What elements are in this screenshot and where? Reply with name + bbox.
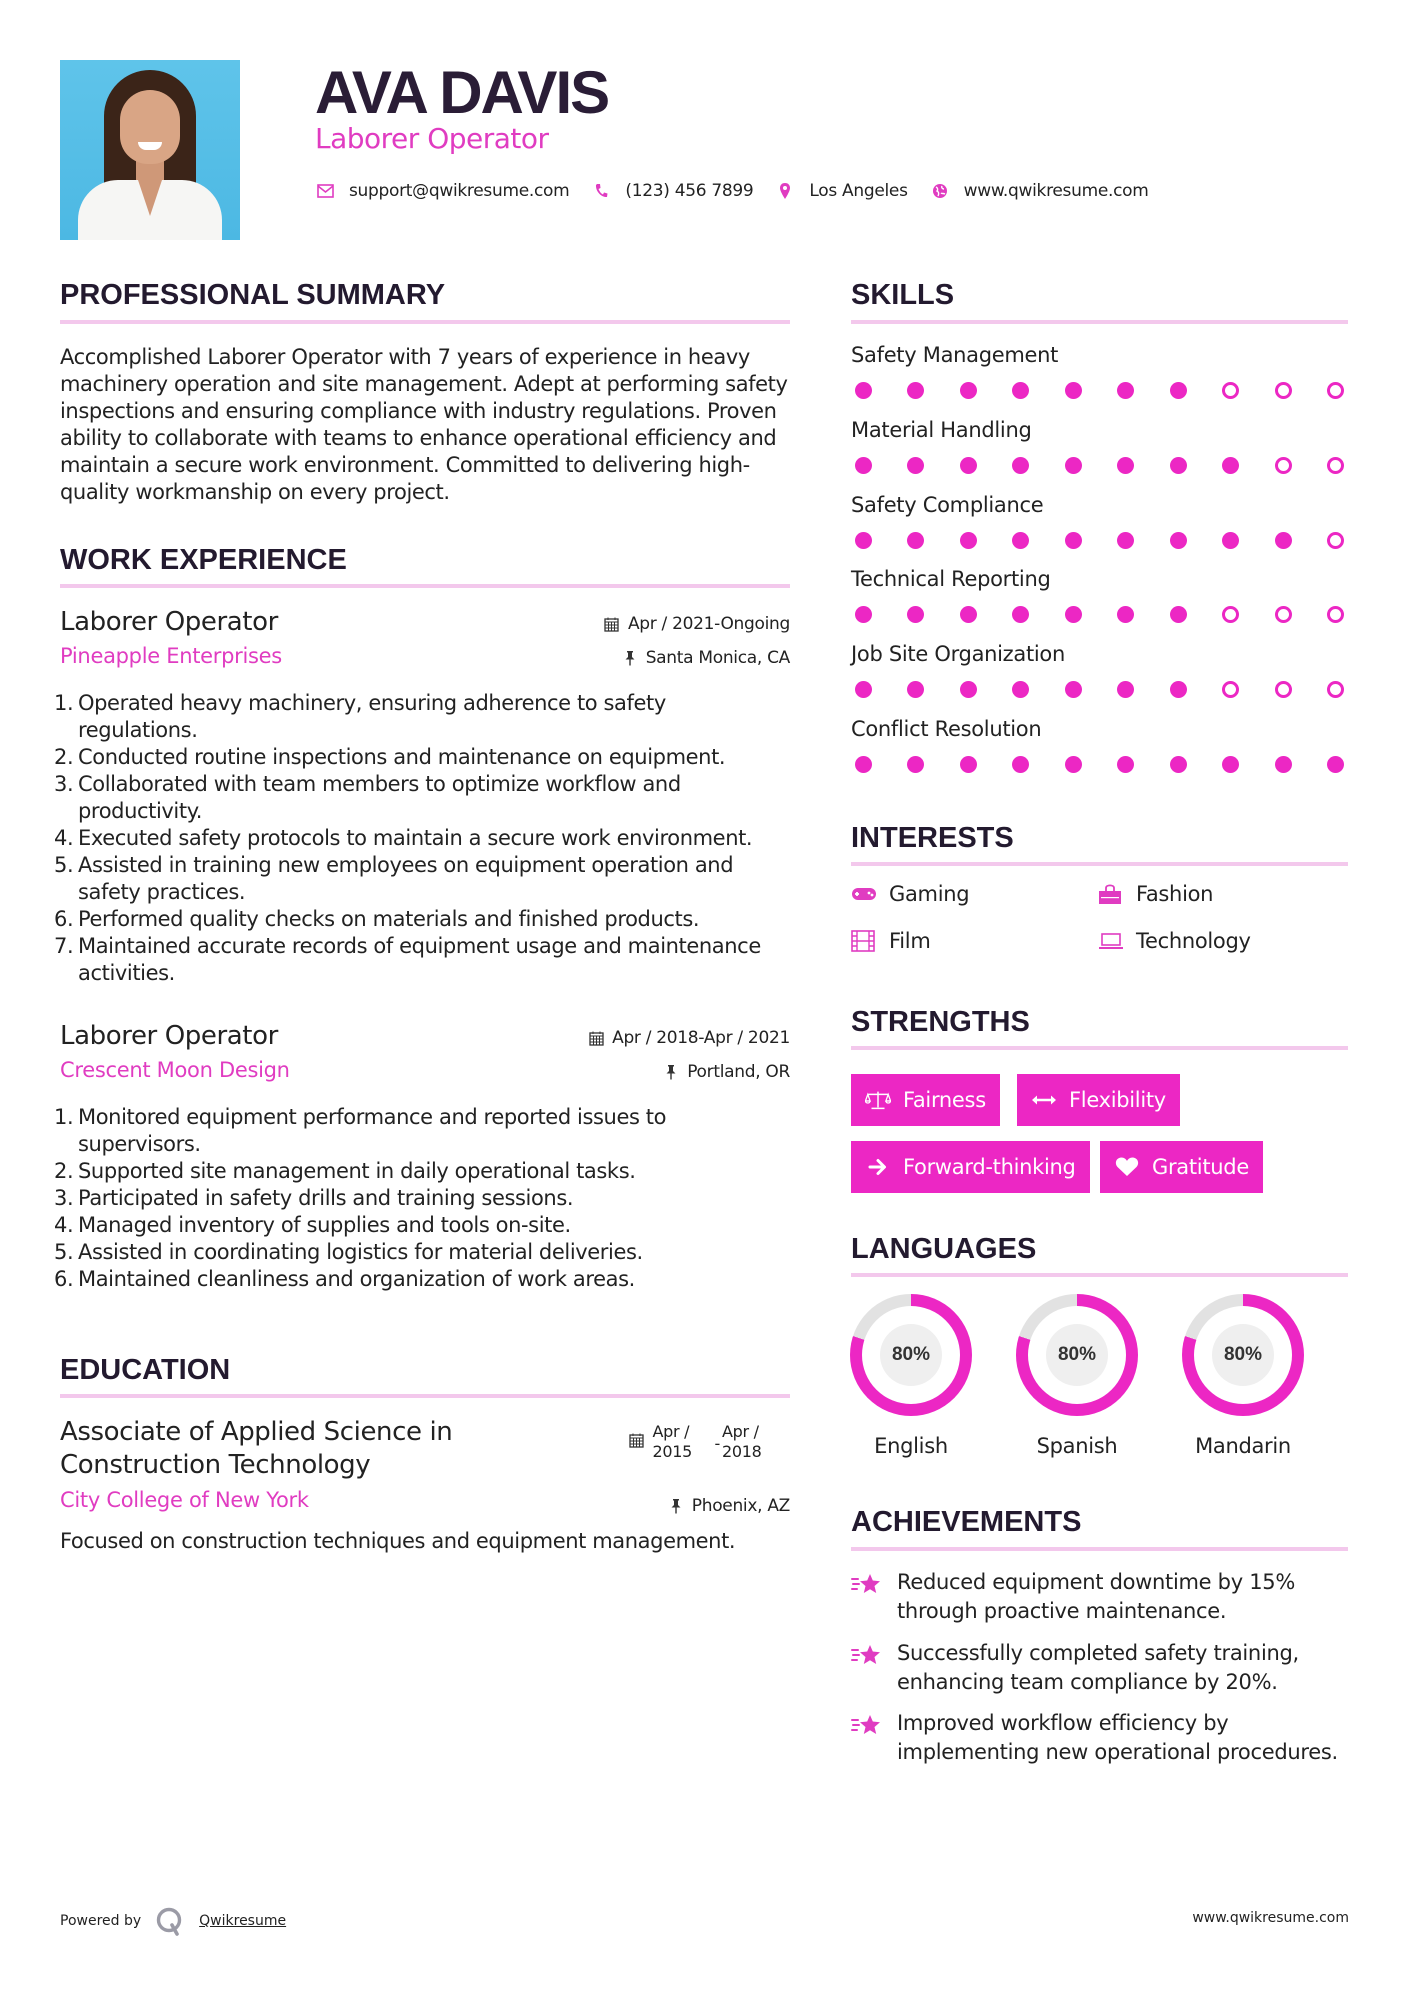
rating-dot-filled xyxy=(1275,756,1292,773)
achievement-item xyxy=(851,1568,1348,1626)
bullet-item: 5. Assisted in coordinating logistics for material deliveries. xyxy=(54,1240,643,1264)
shooting-star-icon xyxy=(851,1641,883,1671)
rating-dot-filled xyxy=(1117,681,1134,698)
interest-label: Fashion xyxy=(1136,882,1214,906)
rating-dot-filled xyxy=(1065,382,1082,399)
bullet-item: 6. Maintained cleanliness and organization of work areas. xyxy=(54,1267,635,1291)
calendar-icon xyxy=(629,1432,645,1448)
strength-badge-flexibility xyxy=(1017,1074,1180,1126)
rating-dot-filled xyxy=(1275,532,1292,549)
pushpin-icon xyxy=(622,650,638,666)
skill-row xyxy=(851,342,1348,399)
job-bullets xyxy=(54,690,790,987)
strengths-heading: STRENGTHS xyxy=(851,1006,1030,1038)
job-dates xyxy=(604,614,790,634)
rating-dot-filled xyxy=(855,382,872,399)
rating-dot-filled xyxy=(855,756,872,773)
candidate-title: Laborer Operator xyxy=(315,122,549,155)
language-name: Spanish xyxy=(1036,1434,1118,1458)
summary-heading: PROFESSIONAL SUMMARY xyxy=(60,279,446,311)
education-location xyxy=(668,1496,790,1516)
interest-film xyxy=(851,929,930,953)
education-start: Apr / 2015 xyxy=(652,1422,693,1461)
skill-name: Material Handling xyxy=(851,418,1032,442)
rating-dot-filled xyxy=(907,606,924,623)
contact-row xyxy=(315,178,1171,204)
bullet-item: 1. Operated heavy machinery, ensuring adherence to safety regulations. xyxy=(54,691,666,742)
film-icon xyxy=(851,930,877,952)
rating-dot-filled xyxy=(1117,756,1134,773)
skill-name: Job Site Organization xyxy=(851,642,1065,666)
education-description: Focused on construction techniques and equipment management. xyxy=(60,1529,736,1553)
rating-dot-filled xyxy=(1065,457,1082,474)
rating-dot-filled xyxy=(960,681,977,698)
rating-dot-filled xyxy=(1012,681,1029,698)
skill-row xyxy=(851,417,1348,474)
candidate-name: AVA DAVIS xyxy=(315,59,609,126)
interests-heading: INTERESTS xyxy=(851,822,1014,854)
skills-divider xyxy=(851,320,1348,324)
skill-row xyxy=(851,566,1348,623)
achievement-item xyxy=(851,1709,1348,1767)
profile-photo xyxy=(60,60,240,240)
interest-fashion xyxy=(1098,882,1213,906)
rating-dot-filled xyxy=(1117,457,1134,474)
summary-divider xyxy=(60,320,790,324)
globe-icon xyxy=(930,181,950,201)
bullet-item: 3. Participated in safety drills and training sessions. xyxy=(54,1186,574,1210)
job-bullets xyxy=(54,1104,790,1293)
experience-heading: WORK EXPERIENCE xyxy=(60,544,347,576)
balance-scale-icon xyxy=(865,1089,891,1111)
laptop-icon xyxy=(1098,930,1124,952)
rating-dot-filled xyxy=(1222,457,1239,474)
achievement-text: Reduced equipment downtime by 15% through proactive maintenance. xyxy=(897,1570,1295,1623)
rating-dot-filled xyxy=(1065,606,1082,623)
strength-label: Forward-thinking xyxy=(903,1155,1076,1179)
skill-row xyxy=(851,492,1348,549)
bullet-item: 3. Collaborated with team members to optimize workflow and productivity. xyxy=(54,772,681,823)
rating-dot-filled xyxy=(1117,532,1134,549)
rating-dot-filled xyxy=(907,457,924,474)
rating-dot-filled xyxy=(1170,382,1187,399)
job-company: Crescent Moon Design xyxy=(60,1058,290,1082)
achievement-item xyxy=(851,1639,1348,1697)
bullet-item: 2. Supported site management in daily operational tasks. xyxy=(54,1159,636,1183)
rating-dot-filled xyxy=(960,756,977,773)
rating-dot-filled xyxy=(855,606,872,623)
education-heading: EDUCATION xyxy=(60,1354,231,1386)
calendar-icon xyxy=(588,1030,604,1046)
rating-dot-filled xyxy=(1222,532,1239,549)
rating-dot-filled xyxy=(1222,756,1239,773)
footer-powered-by xyxy=(60,1906,286,1936)
strength-label: Fairness xyxy=(903,1088,986,1112)
education-entry xyxy=(60,1416,790,1526)
rating-dot-filled xyxy=(855,532,872,549)
rating-dot-filled xyxy=(907,756,924,773)
rating-dot-empty xyxy=(1275,457,1292,474)
rating-dot-empty xyxy=(1275,681,1292,698)
rating-dot-empty xyxy=(1275,606,1292,623)
pushpin-icon xyxy=(663,1064,679,1080)
footer-website[interactable]: www.qwikresume.com xyxy=(1192,1910,1349,1926)
skill-name: Safety Compliance xyxy=(851,493,1044,517)
strength-label: Gratitude xyxy=(1152,1155,1249,1179)
skill-rating xyxy=(855,681,1344,698)
rating-dot-empty xyxy=(1222,606,1239,623)
shooting-star-icon xyxy=(851,1711,883,1741)
skill-name: Technical Reporting xyxy=(851,567,1051,591)
rating-dot-filled xyxy=(1065,532,1082,549)
envelope-icon xyxy=(315,181,335,201)
calendar-icon xyxy=(604,616,620,632)
rating-dot-empty xyxy=(1327,382,1344,399)
interest-label: Gaming xyxy=(889,882,970,906)
rating-dot-filled xyxy=(1170,756,1187,773)
rating-dot-filled xyxy=(1117,382,1134,399)
skill-row xyxy=(851,716,1348,773)
rating-dot-filled xyxy=(907,681,924,698)
language-name: English xyxy=(874,1434,948,1458)
skill-rating xyxy=(855,756,1344,773)
shopping-bag-icon xyxy=(1098,883,1124,905)
strength-badge-gratitude xyxy=(1100,1141,1263,1193)
skill-rating xyxy=(855,382,1344,399)
language-spanish xyxy=(1016,1294,1138,1458)
strengths-divider xyxy=(851,1046,1348,1050)
contact-email[interactable]: support@qwikresume.com xyxy=(349,181,570,201)
rating-dot-filled xyxy=(855,457,872,474)
education-school: City College of New York xyxy=(60,1488,309,1512)
arrow-right-icon xyxy=(865,1156,891,1178)
powered-by-label: Powered by xyxy=(60,1913,142,1929)
bullet-item: 2. Conducted routine inspections and maintenance on equipment. xyxy=(54,745,726,769)
rating-dot-filled xyxy=(907,532,924,549)
job-entry xyxy=(60,1020,790,1090)
rating-dot-filled xyxy=(1012,606,1029,623)
interests-divider xyxy=(851,862,1348,866)
skill-rating xyxy=(855,457,1344,474)
rating-dot-empty xyxy=(1327,606,1344,623)
experience-divider xyxy=(60,584,790,588)
job-location xyxy=(622,648,790,668)
rating-dot-filled xyxy=(1170,457,1187,474)
strength-label: Flexibility xyxy=(1069,1088,1166,1112)
map-marker-icon xyxy=(775,181,795,201)
contact-phone[interactable]: (123) 456 7899 xyxy=(625,181,754,201)
achievements-divider xyxy=(851,1547,1348,1551)
contact-location: Los Angeles xyxy=(809,181,908,201)
achievements-heading: ACHIEVEMENTS xyxy=(851,1506,1082,1538)
education-location-text: Phoenix, AZ xyxy=(691,1496,790,1516)
bullet-item: 1. Monitored equipment performance and reported issues to supervisors. xyxy=(54,1105,667,1156)
job-title: Laborer Operator xyxy=(60,607,278,637)
bullet-item: 4. Managed inventory of supplies and tools on-site. xyxy=(54,1213,571,1237)
rating-dot-filled xyxy=(1012,457,1029,474)
language-percent: 80% xyxy=(880,1324,942,1386)
rating-dot-filled xyxy=(1117,606,1134,623)
rating-dot-filled xyxy=(1170,606,1187,623)
skill-rating xyxy=(855,532,1344,549)
job-dates-text: Apr / 2018-Apr / 2021 xyxy=(612,1028,790,1048)
achievement-text: Successfully completed safety training, enhancing team compliance by 20%. xyxy=(897,1641,1299,1694)
bullet-item: 5. Assisted in training new employees on equipment operation and safety practices. xyxy=(54,853,734,904)
heart-icon xyxy=(1114,1156,1140,1178)
gamepad-icon xyxy=(851,883,877,905)
languages-heading: LANGUAGES xyxy=(851,1233,1037,1265)
summary-text: Accomplished Laborer Operator with 7 years of experience in heavy machinery operation and site management. Adept at performing safety inspections and ensuring compliance with industry regulations. Proven ability to collaborate with teams to enhance operational efficiency and maintain a secure work environment. Committed to delivering high-quality workmanship on every project. xyxy=(60,345,788,504)
rating-dot-filled xyxy=(1327,756,1344,773)
rating-dot-filled xyxy=(960,457,977,474)
job-dates-text: Apr / 2021-Ongoing xyxy=(627,614,790,634)
language-percent: 80% xyxy=(1046,1324,1108,1386)
strength-badge-fairness xyxy=(851,1074,1000,1126)
rating-dot-filled xyxy=(1012,756,1029,773)
skill-name: Safety Management xyxy=(851,343,1059,367)
arrows-horizontal-icon xyxy=(1031,1089,1057,1111)
rating-dot-filled xyxy=(1170,532,1187,549)
date-separator: - xyxy=(714,1434,720,1453)
rating-dot-filled xyxy=(1065,681,1082,698)
rating-dot-filled xyxy=(1012,532,1029,549)
job-entry xyxy=(60,606,790,676)
rating-dot-empty xyxy=(1327,681,1344,698)
rating-dot-filled xyxy=(960,606,977,623)
rating-dot-filled xyxy=(1012,382,1029,399)
rating-dot-filled xyxy=(1065,756,1082,773)
interest-label: Film xyxy=(889,929,931,953)
rating-dot-filled xyxy=(907,382,924,399)
interest-technology xyxy=(1098,929,1251,953)
bullet-item: 7. Maintained accurate records of equipment usage and maintenance activities. xyxy=(54,934,761,985)
job-location-text: Portland, OR xyxy=(687,1062,790,1082)
rating-dot-empty xyxy=(1222,382,1239,399)
job-dates xyxy=(588,1028,790,1048)
bullet-item: 6. Performed quality checks on materials and finished products. xyxy=(54,907,700,931)
language-progress-ring xyxy=(1182,1294,1304,1416)
rating-dot-empty xyxy=(1222,681,1239,698)
pushpin-icon xyxy=(668,1498,684,1514)
rating-dot-filled xyxy=(960,532,977,549)
skill-row xyxy=(851,641,1348,698)
rating-dot-filled xyxy=(1170,681,1187,698)
rating-dot-filled xyxy=(855,681,872,698)
education-divider xyxy=(60,1394,790,1398)
interest-gaming xyxy=(851,882,969,906)
job-location-text: Santa Monica, CA xyxy=(645,648,790,668)
phone-icon xyxy=(591,181,611,201)
language-mandarin xyxy=(1182,1294,1304,1458)
achievement-text: Improved workflow efficiency by implementing new operational procedures. xyxy=(897,1711,1338,1764)
rating-dot-empty xyxy=(1327,457,1344,474)
skills-heading: SKILLS xyxy=(851,279,955,311)
contact-website[interactable]: www.qwikresume.com xyxy=(963,181,1149,201)
interest-label: Technology xyxy=(1136,929,1251,953)
rating-dot-empty xyxy=(1275,382,1292,399)
education-dates xyxy=(629,1422,772,1462)
skill-rating xyxy=(855,606,1344,623)
bullet-item: 4. Executed safety protocols to maintain a secure work environment. xyxy=(54,826,753,850)
qwikresume-logo-icon xyxy=(155,1906,185,1936)
language-name: Mandarin xyxy=(1195,1434,1291,1458)
languages-divider xyxy=(851,1273,1348,1277)
skill-name: Conflict Resolution xyxy=(851,717,1042,741)
education-degree: Associate of Applied Science in Construction Technology xyxy=(60,1417,453,1480)
qwikresume-link[interactable]: Qwikresume xyxy=(199,1913,287,1929)
job-location xyxy=(663,1062,790,1082)
language-english xyxy=(850,1294,972,1458)
job-title: Laborer Operator xyxy=(60,1021,278,1051)
language-progress-ring xyxy=(1016,1294,1138,1416)
strength-badge-forward-thinking xyxy=(851,1141,1090,1193)
shooting-star-icon xyxy=(851,1570,883,1600)
language-progress-ring xyxy=(850,1294,972,1416)
rating-dot-filled xyxy=(960,382,977,399)
language-percent: 80% xyxy=(1212,1324,1274,1386)
job-company: Pineapple Enterprises xyxy=(60,644,282,668)
rating-dot-empty xyxy=(1327,532,1344,549)
education-end: Apr / 2018 xyxy=(722,1422,762,1461)
